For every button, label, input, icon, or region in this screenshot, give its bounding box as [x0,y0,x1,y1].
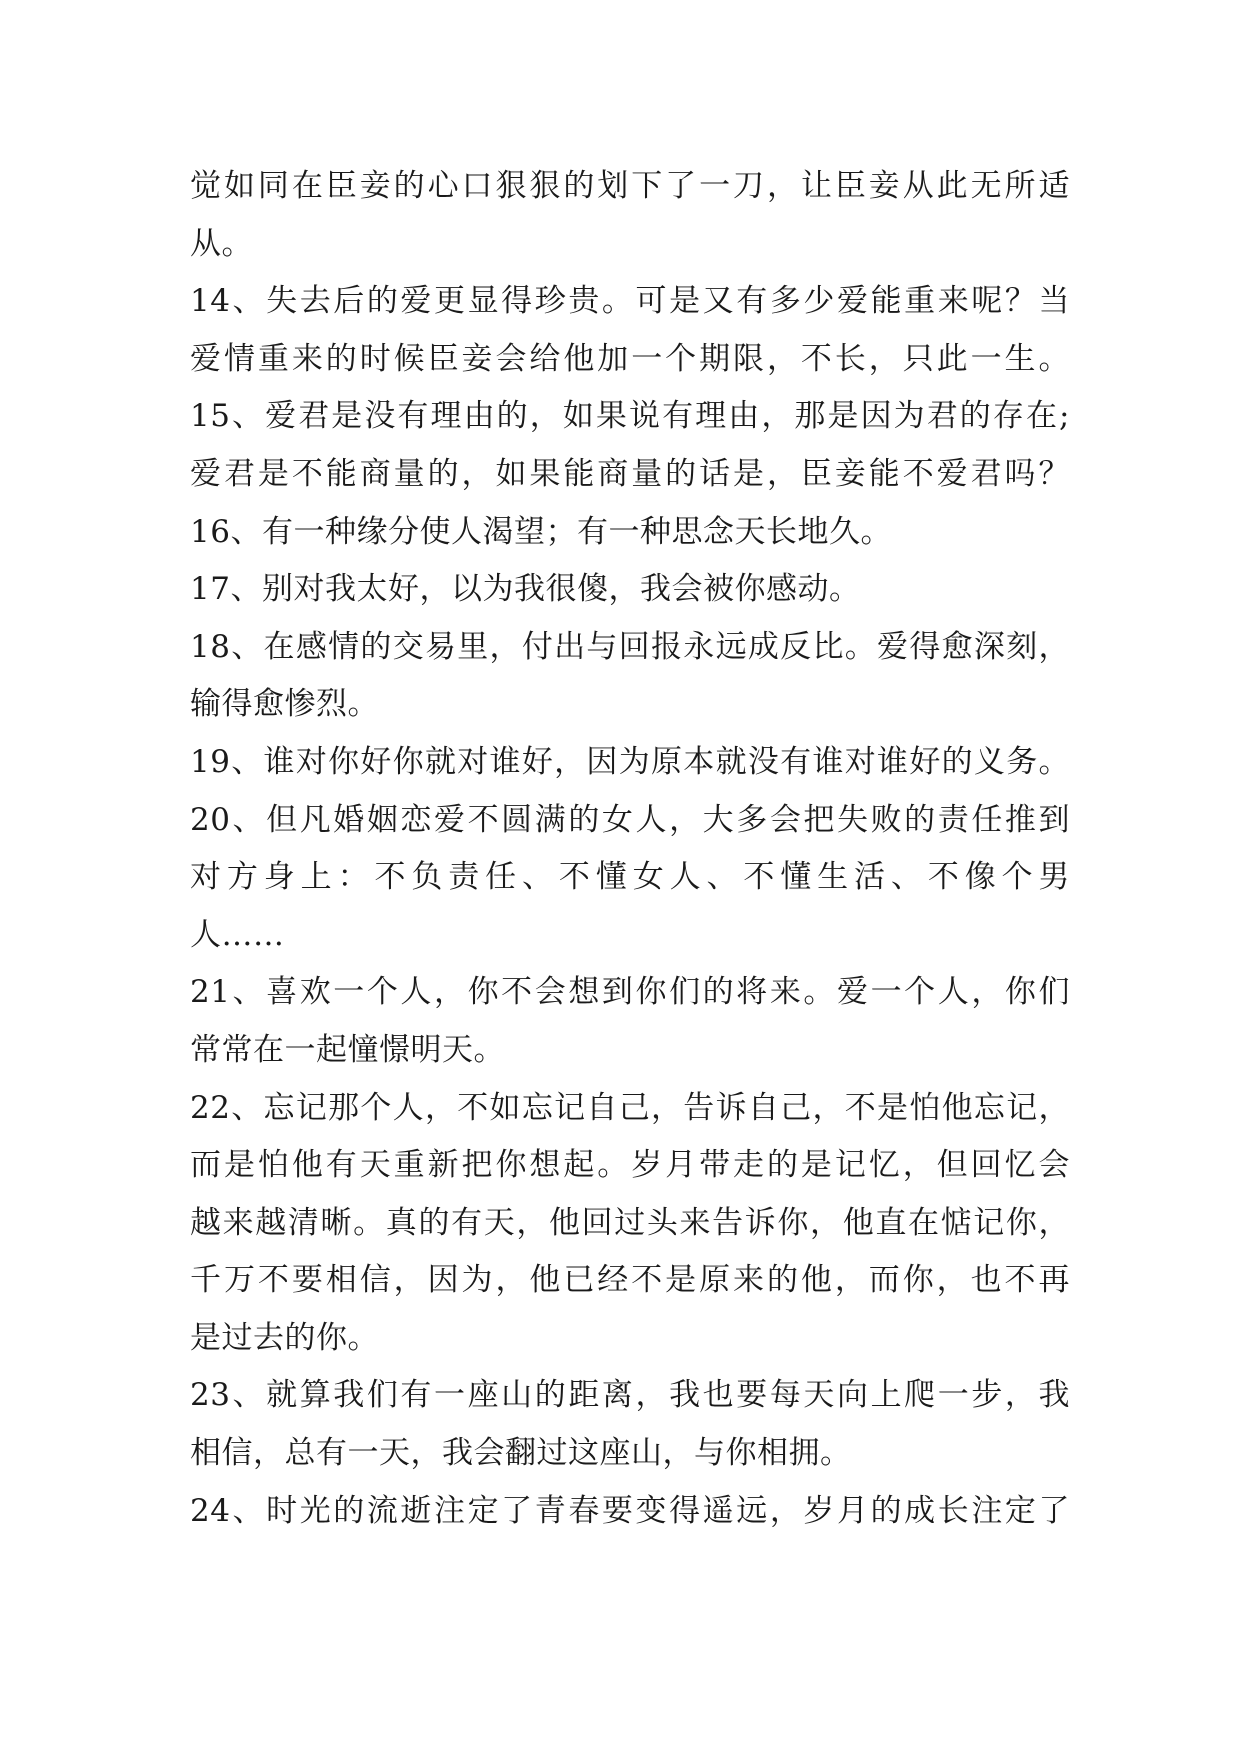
text-line: 千万不要相信，因为，他已经不是原来的他，而你，也不再 [190,1262,1070,1299]
text-line: 人…… [190,916,285,953]
text-line: 爱君是不能商量的，如果能商量的话是，臣妾能不爱君吗？ [190,455,1070,492]
text-line: 常常在一起憧憬明天。 [190,1031,505,1068]
text-line: 24、时光的流逝注定了青春要变得遥远，岁月的成长注定了 [190,1492,1070,1529]
text-line: 从。 [190,225,253,262]
text-line: 15、爱君是没有理由的，如果说有理由，那是因为君的存在; [190,398,1070,435]
text-line: 对方身上：不负责任、不懂女人、不懂生活、不像个男 [190,859,1070,896]
text-line: 18、在感情的交易里，付出与回报永远成反比。爱得愈深刻， [190,628,1070,665]
text-line: 14、失去后的爱更显得珍贵。可是又有多少爱能重来呢？当 [190,283,1070,320]
body-text [190,158,1070,1540]
text-line: 是过去的你。 [190,1319,379,1356]
text-line: 觉如同在臣妾的心口狠狠的划下了一刀，让臣妾从此无所适 [190,168,1070,204]
text-line: 输得愈惨烈。 [190,686,379,723]
text-line: 20、但凡婚姻恋爱不圆满的女人，大多会把失败的责任推到 [190,801,1070,838]
text-line: 22、忘记那个人，不如忘记自己，告诉自己，不是怕他忘记， [190,1089,1070,1126]
text-line: 19、谁对你好你就对谁好，因为原本就没有谁对谁好的义务。 [190,743,1070,780]
text-line: 21、喜欢一个人，你不会想到你们的将来。爱一个人，你们 [190,974,1070,1011]
text-line: 越来越清晰。真的有天，他回过头来告诉你，他直在惦记你， [190,1204,1070,1241]
text-line: 爱情重来的时候臣妾会给他加一个期限，不长，只此一生。 [190,340,1070,377]
text-line: 17、别对我太好，以为我很傻，我会被你感动。 [190,571,861,608]
text-line: 16、有一种缘分使人渴望；有一种思念天长地久。 [190,513,892,550]
text-line: 23、就算我们有一座山的距离，我也要每天向上爬一步，我 [190,1377,1070,1414]
text-line: 而是怕他有天重新把你想起。岁月带走的是记忆，但回忆会 [190,1147,1070,1184]
text-line: 相信，总有一天，我会翻过这座山，与你相拥。 [190,1435,852,1472]
